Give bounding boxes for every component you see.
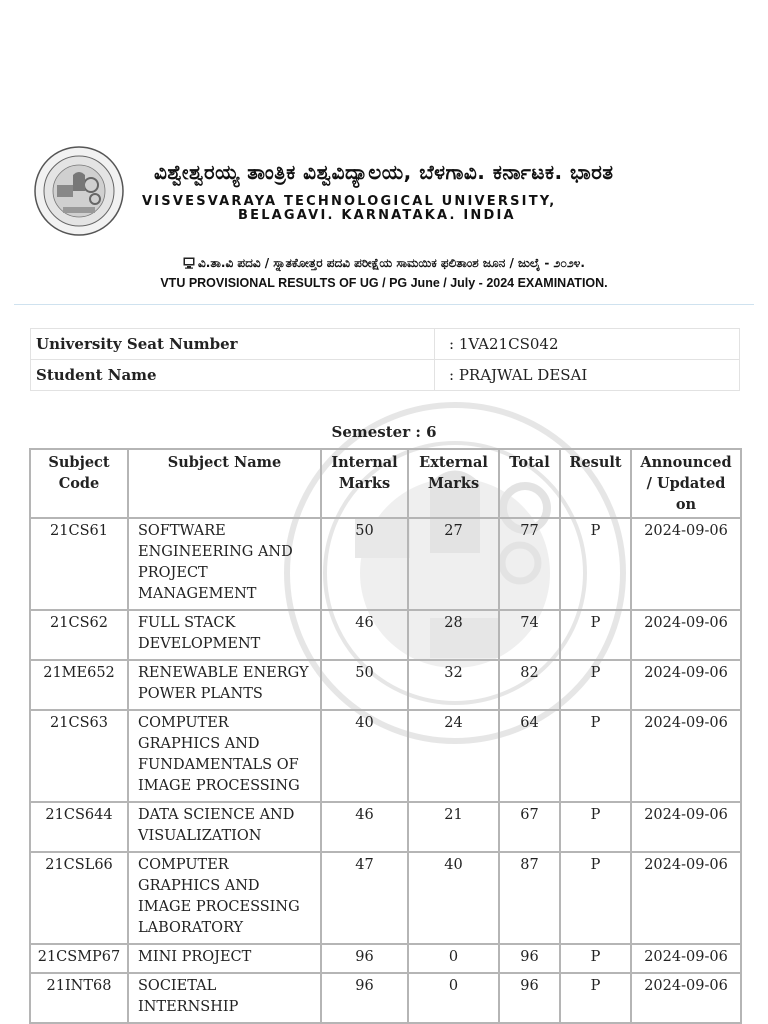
cell-external-marks: 27 [408,518,499,610]
cell-subject-code: 21CS61 [30,518,128,610]
student-info-table [30,328,740,391]
table-row [30,944,741,973]
monitor-icon [183,257,195,269]
cell-subject-name: FULL STACK DEVELOPMENT [128,610,321,660]
results-body [30,518,741,1023]
university-header [30,142,730,242]
cell-subject-code: 21CS644 [30,802,128,852]
cell-subject-name: SOFTWARE ENGINEERING AND PROJECT MANAGEMENT [128,518,321,610]
table-row [30,710,741,802]
cell-external-marks: 21 [408,802,499,852]
cell-external-marks: 0 [408,973,499,1023]
cell-subject-name: MINI PROJECT [128,944,321,973]
cell-result: P [560,944,631,973]
subtitle-kannada-text: ವಿ.ತಾ.ವಿ ಪದವಿ / ಸ್ನಾತಕೋತ್ತರ ಪದವಿ ಪರೀಕ್ಷೆಯ ಸಾಮಯಿಕ ಫಲಿತಾಂಶ ಜೂನ / ಜುಲೈ - ೨೦೨೪. [198,256,585,270]
cell-subject-code: 21INT68 [30,973,128,1023]
cell-announced-on: 2024-09-06 [631,852,741,944]
cell-subject-name: DATA SCIENCE AND VISUALIZATION [128,802,321,852]
header-total: Total [499,449,560,518]
table-row [30,518,741,610]
cell-internal-marks: 47 [321,852,408,944]
cell-external-marks: 24 [408,710,499,802]
vtu-seal-icon [33,145,125,237]
cell-announced-on: 2024-09-06 [631,973,741,1023]
usn-value: : 1VA21CS042 [435,329,740,360]
table-row [30,802,741,852]
cell-result: P [560,518,631,610]
semester-label: Semester : 6 [331,423,437,441]
cell-total: 64 [499,710,560,802]
results-header-row [30,449,741,518]
cell-internal-marks: 40 [321,710,408,802]
results-subtitle-kannada [0,256,768,271]
cell-subject-name: RENEWABLE ENERGY POWER PLANTS [128,660,321,710]
cell-subject-code: 21ME652 [30,660,128,710]
usn-row [31,329,740,360]
header-announced-on: Announced / Updated on [631,449,741,518]
cell-total: 77 [499,518,560,610]
cell-announced-on: 2024-09-06 [631,944,741,973]
cell-internal-marks: 96 [321,944,408,973]
cell-subject-code: 21CSL66 [30,852,128,944]
cell-result: P [560,610,631,660]
cell-subject-code: 21CS63 [30,710,128,802]
header-subject-name: Subject Name [128,449,321,518]
university-title-english: VISVESVARAYA TECHNOLOGICAL UNIVERSITY, [142,194,557,209]
university-title-kannada: ವಿಶ್ವೇಶ್ವರಯ್ಯ ತಾಂತ್ರಿಕ ವಿಶ್ವವಿದ್ಯಾಲಯ, ಬೆಳಗಾವಿ. ಕರ್ನಾಟಕ. ಭಾರತ [154,160,614,184]
table-row [30,852,741,944]
cell-subject-name: COMPUTER GRAPHICS AND IMAGE PROCESSING LABORATORY [128,852,321,944]
cell-total: 87 [499,852,560,944]
cell-result: P [560,660,631,710]
table-row [30,660,741,710]
header-internal-marks: Internal Marks [321,449,408,518]
cell-announced-on: 2024-09-06 [631,610,741,660]
cell-total: 82 [499,660,560,710]
header-result: Result [560,449,631,518]
header-subject-code: Subject Code [30,449,128,518]
results-subtitle-english: VTU PROVISIONAL RESULTS OF UG / PG June / July - 2024 EXAMINATION. [160,276,608,290]
cell-internal-marks: 46 [321,610,408,660]
cell-external-marks: 0 [408,944,499,973]
cell-result: P [560,973,631,1023]
usn-label: University Seat Number [31,329,435,360]
results-table [29,448,742,1024]
cell-total: 67 [499,802,560,852]
cell-subject-name: COMPUTER GRAPHICS AND FUNDAMENTALS OF IMAGE PROCESSING [128,710,321,802]
header-external-marks: External Marks [408,449,499,518]
cell-internal-marks: 50 [321,518,408,610]
cell-result: P [560,710,631,802]
cell-external-marks: 40 [408,852,499,944]
university-location: BELAGAVI. KARNATAKA. INDIA [238,208,516,223]
table-row [30,610,741,660]
student-name-row [31,360,740,391]
header-divider [14,304,754,305]
cell-result: P [560,802,631,852]
cell-internal-marks: 96 [321,973,408,1023]
cell-result: P [560,852,631,944]
cell-internal-marks: 46 [321,802,408,852]
cell-announced-on: 2024-09-06 [631,710,741,802]
student-name-label: Student Name [31,360,435,391]
cell-subject-code: 21CSMP67 [30,944,128,973]
cell-external-marks: 28 [408,610,499,660]
cell-total: 96 [499,944,560,973]
cell-announced-on: 2024-09-06 [631,802,741,852]
cell-announced-on: 2024-09-06 [631,660,741,710]
cell-subject-name: SOCIETAL INTERNSHIP [128,973,321,1023]
cell-total: 74 [499,610,560,660]
table-row [30,973,741,1023]
cell-announced-on: 2024-09-06 [631,518,741,610]
cell-internal-marks: 50 [321,660,408,710]
student-name-value: : PRAJWAL DESAI [435,360,740,391]
cell-external-marks: 32 [408,660,499,710]
cell-total: 96 [499,973,560,1023]
cell-subject-code: 21CS62 [30,610,128,660]
